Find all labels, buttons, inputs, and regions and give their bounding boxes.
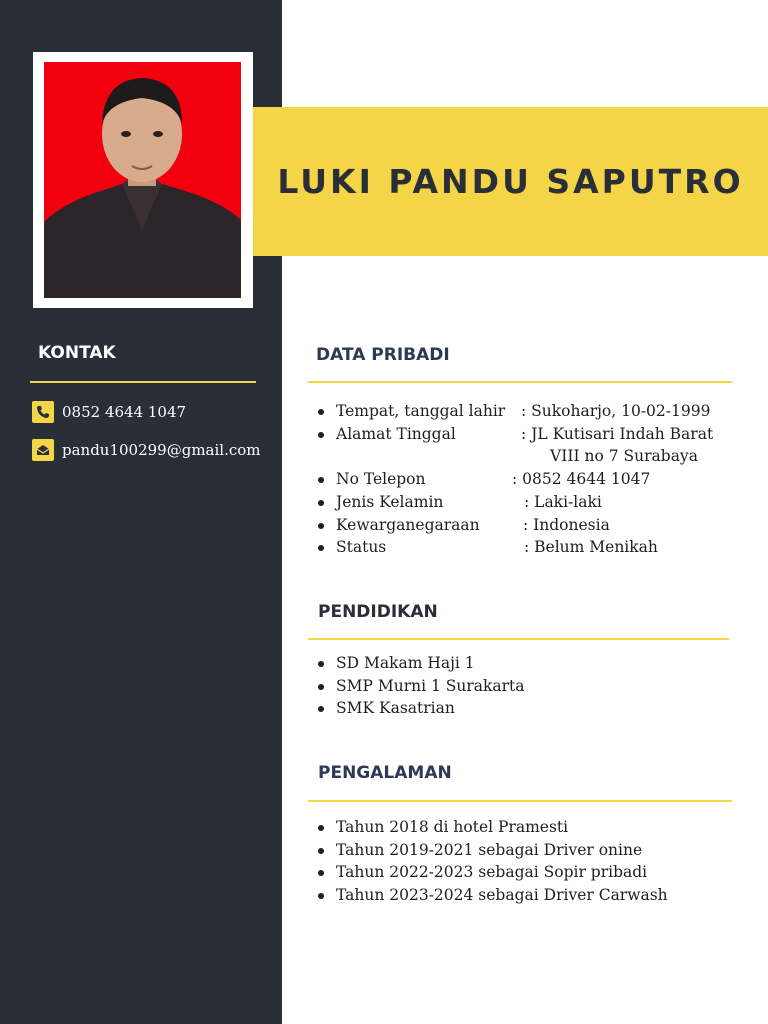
data-pribadi-heading: DATA PRIBADI — [316, 345, 450, 365]
contact-phone-text: 0852 4644 1047 — [62, 403, 187, 421]
row-value: : Belum Menikah — [524, 538, 658, 557]
row-label: Status — [336, 538, 387, 557]
kontak-heading: KONTAK — [38, 343, 116, 363]
profile-photo — [44, 62, 241, 298]
contact-email — [32, 439, 261, 461]
list-item — [316, 468, 713, 491]
contact-email-text: pandu100299@gmail.com — [62, 441, 261, 459]
list-item: Tahun 2019-2021 sebagai Driver onine — [316, 839, 668, 862]
data-pribadi-list — [316, 400, 713, 559]
profile-photo-frame — [33, 52, 253, 308]
pengalaman-list — [316, 816, 668, 907]
row-value: : Laki-laki — [524, 492, 602, 511]
row-value: VIII no 7 Surabaya — [550, 447, 698, 466]
pengalaman-heading: PENGALAMAN — [318, 763, 452, 783]
row-label: Jenis Kelamin — [336, 492, 444, 511]
list-item-continuation — [316, 445, 713, 468]
list-item: Tahun 2023-2024 sebagai Driver Carwash — [316, 884, 668, 907]
full-name: LUKI PANDU SAPUTRO — [277, 162, 744, 201]
list-item — [316, 536, 713, 559]
envelope-icon — [32, 439, 54, 461]
row-value: : 0852 4644 1047 — [512, 470, 651, 489]
person-portrait-icon — [44, 62, 241, 298]
row-label: Kewarganegaraan — [336, 515, 480, 534]
data-pribadi-divider — [308, 381, 732, 383]
phone-icon — [32, 401, 54, 423]
list-item — [316, 491, 713, 514]
row-value: : Sukoharjo, 10-02-1999 — [521, 402, 711, 420]
pengalaman-divider — [308, 800, 732, 802]
contact-phone — [32, 401, 186, 423]
name-banner — [253, 107, 768, 256]
list-item — [316, 423, 713, 446]
list-item — [316, 400, 713, 423]
pendidikan-list — [316, 652, 525, 720]
list-item: SD Makam Haji 1 — [316, 652, 525, 675]
list-item: Tahun 2018 di hotel Pramesti — [316, 816, 668, 839]
kontak-divider — [30, 381, 256, 383]
row-label: Tempat, tanggal lahir — [336, 402, 506, 420]
pendidikan-heading: PENDIDIKAN — [318, 602, 438, 622]
pendidikan-divider — [308, 638, 729, 640]
row-value: : Indonesia — [523, 515, 610, 534]
row-label: Alamat Tinggal — [336, 424, 456, 443]
list-item: SMP Murni 1 Surakarta — [316, 675, 525, 698]
list-item — [316, 514, 713, 537]
row-label: No Telepon — [336, 470, 426, 489]
list-item: SMK Kasatrian — [316, 697, 525, 720]
row-value: : JL Kutisari Indah Barat — [521, 424, 714, 443]
list-item: Tahun 2022-2023 sebagai Sopir pribadi — [316, 861, 668, 884]
